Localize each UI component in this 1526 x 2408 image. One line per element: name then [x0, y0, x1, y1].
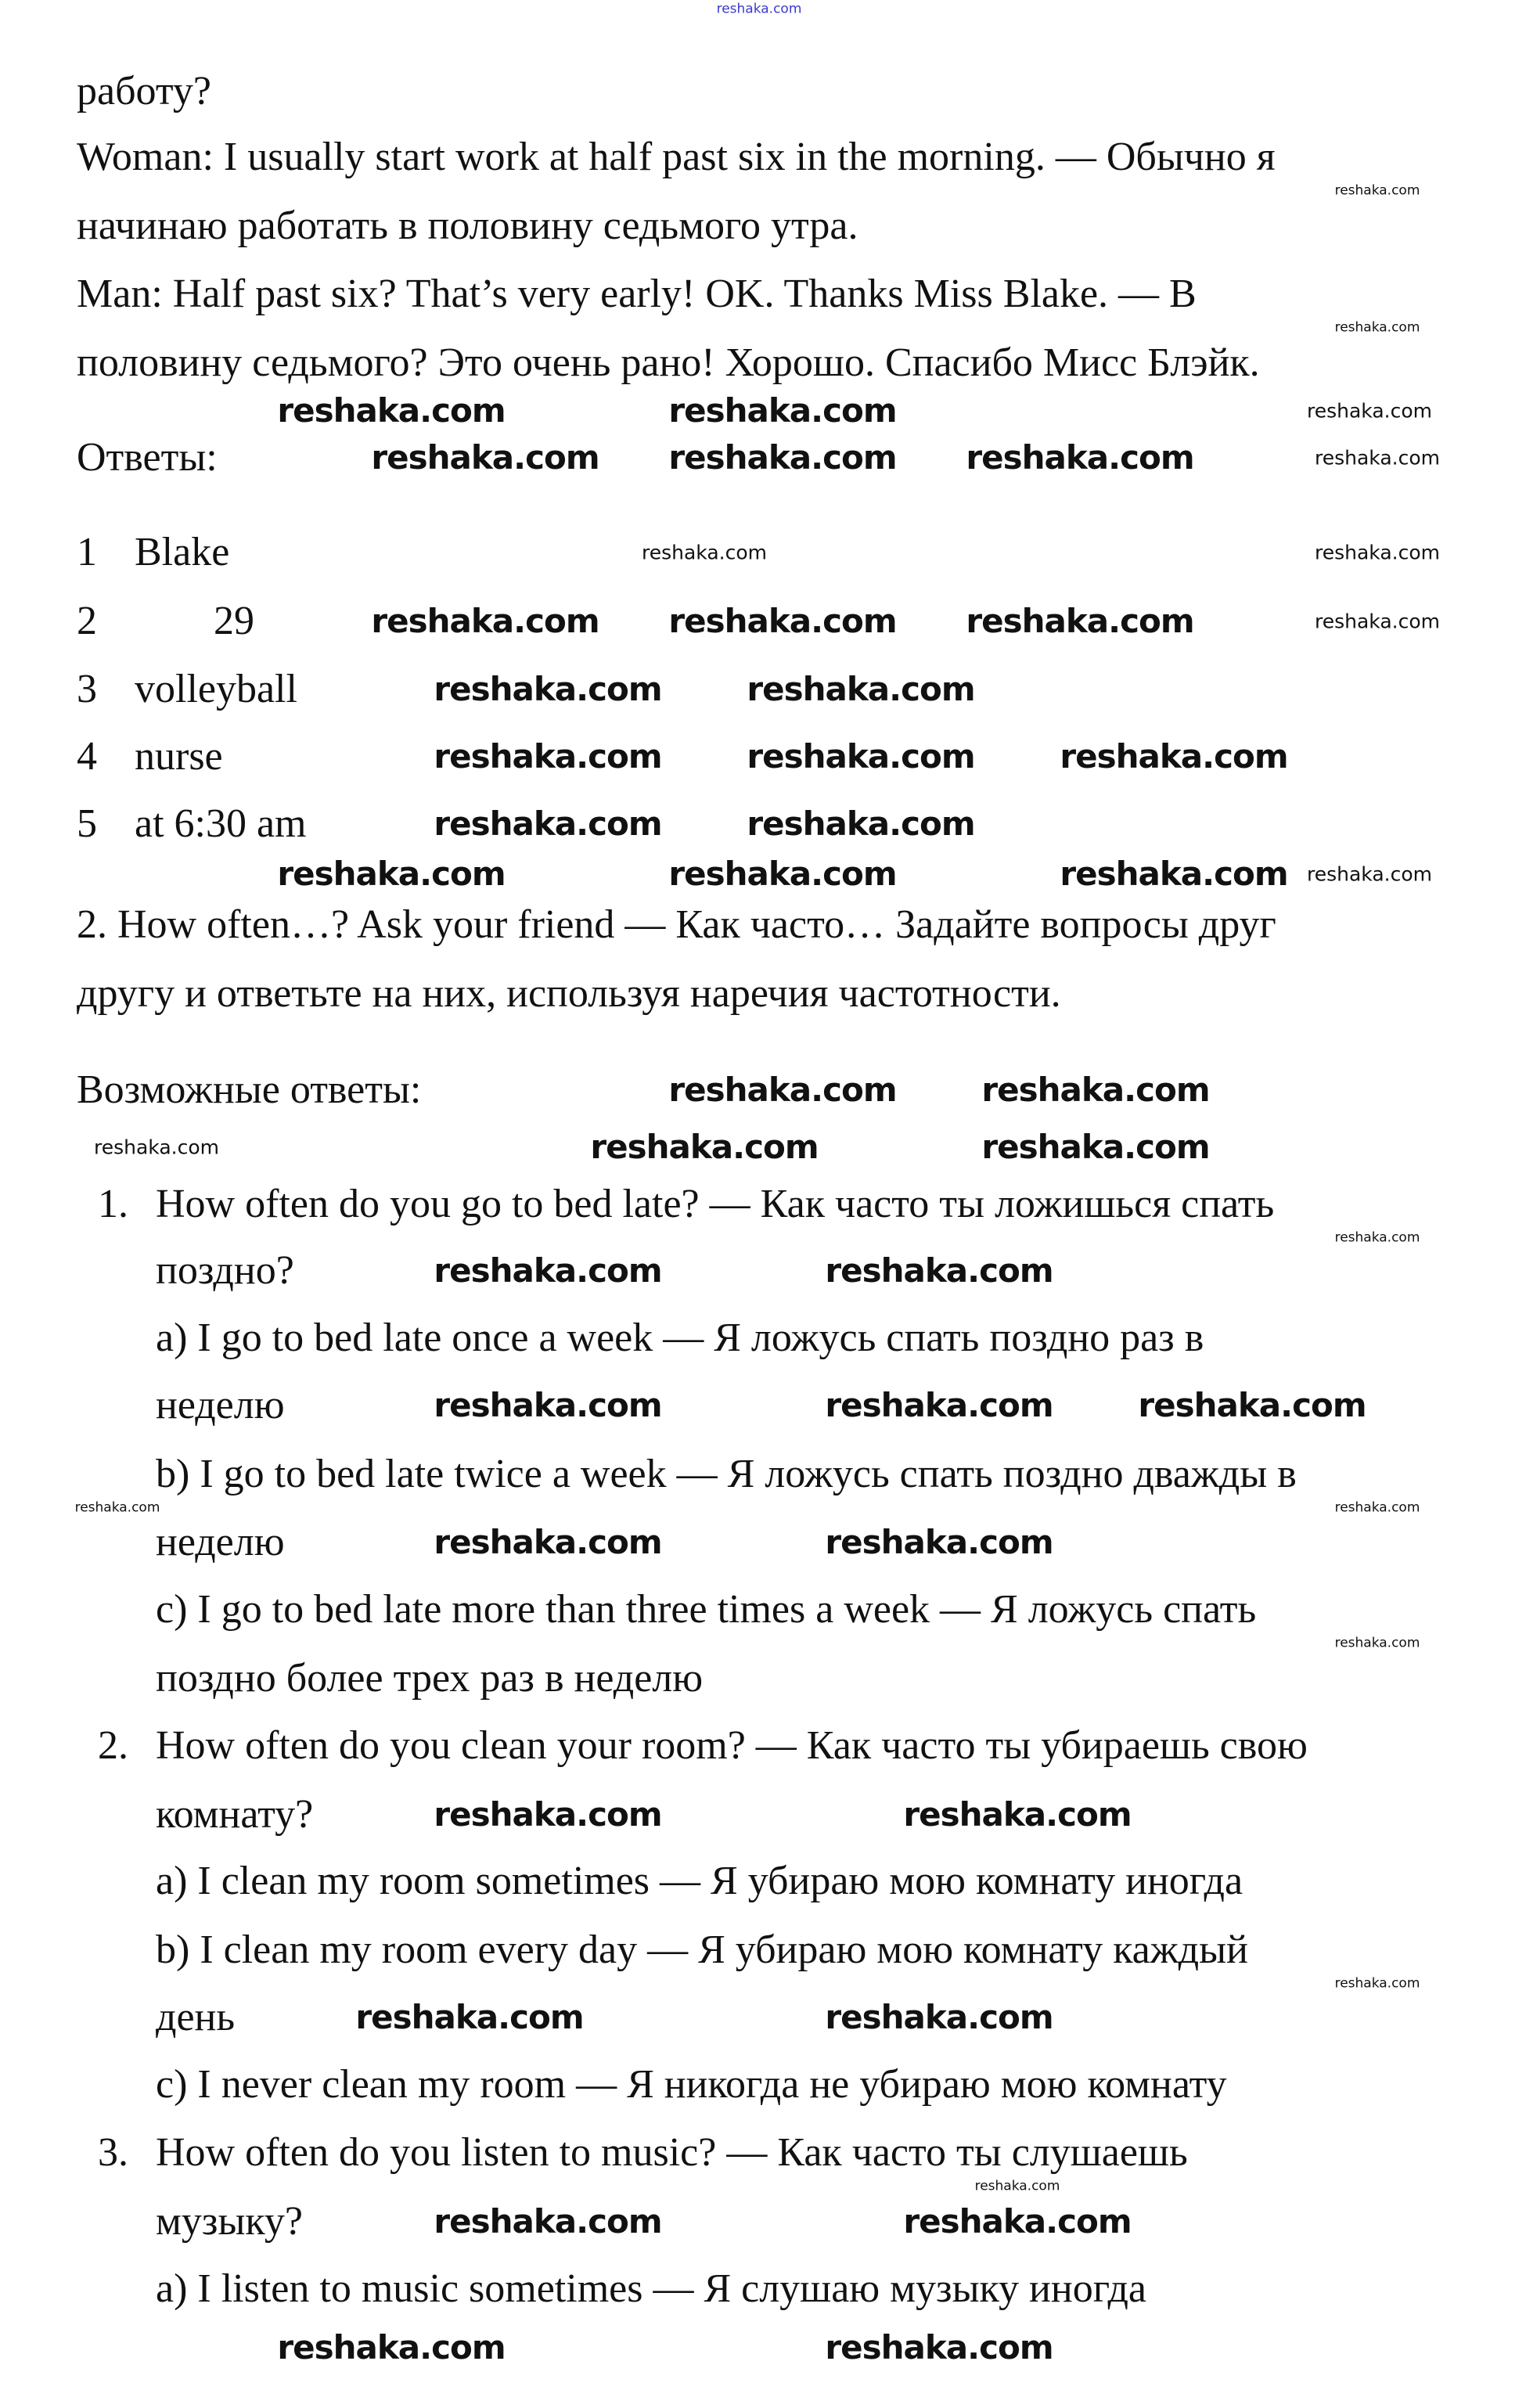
dialogue-line: Woman: I usually start work at half past six in the morning. — Обычно я	[77, 135, 1276, 179]
answer-number: 3	[77, 667, 97, 711]
answer-text: nurse	[135, 734, 223, 779]
watermark: reshaka.com	[434, 737, 662, 776]
task-heading: другу и ответьте на них, используя наречия частотности.	[77, 971, 1061, 1016]
question-text: How often do you go to bed late? — Как часто ты ложишься спать	[156, 1182, 1275, 1226]
answer-option: b) I clean my room every day — Я убираю мою комнату каждый	[156, 1927, 1248, 1972]
task-heading: 2. How often…? Ask your friend — Как часто… Задайте вопросы друг	[77, 902, 1276, 947]
watermark: reshaka.com	[747, 804, 975, 843]
answer-number: 5	[77, 801, 97, 846]
watermark: reshaka.com	[1334, 1499, 1420, 1516]
watermark: reshaka.com	[668, 438, 897, 477]
question-number: 1.	[98, 1182, 128, 1226]
watermark: reshaka.com	[277, 855, 506, 893]
watermark: reshaka.com	[1307, 399, 1432, 423]
answer-option: a) I go to bed late once a week — Я ложусь спать поздно раз в	[156, 1316, 1204, 1360]
watermark: reshaka.com	[434, 670, 662, 708]
watermark: reshaka.com	[1315, 541, 1440, 564]
dialogue-line: работу?	[77, 69, 211, 113]
watermark: reshaka.com	[966, 438, 1194, 477]
watermark: reshaka.com	[371, 438, 599, 477]
answer-number: 4	[77, 734, 97, 779]
question-text: поздно?	[156, 1248, 294, 1293]
watermark: reshaka.com	[642, 541, 767, 564]
watermark: reshaka.com	[903, 2202, 1132, 2241]
watermark: reshaka.com	[434, 1251, 662, 1290]
possible-answers-heading: Возможные ответы:	[77, 1067, 422, 1112]
watermark: reshaka.com	[825, 2328, 1053, 2367]
answer-option: неделю	[156, 1520, 285, 1564]
watermark: reshaka.com	[1138, 1386, 1366, 1424]
dialogue-line: Man: Half past six? That’s very early! OK. Thanks Miss Blake. — В	[77, 272, 1197, 316]
answer-text: Blake	[135, 530, 230, 574]
watermark: reshaka.com	[434, 804, 662, 843]
question-text: комнату?	[156, 1792, 314, 1837]
watermark: reshaka.com	[966, 602, 1194, 640]
watermark: reshaka.com	[1334, 182, 1420, 199]
answers-heading: Ответы:	[77, 435, 218, 480]
dialogue-line: половину седьмого? Это очень рано! Хорошо. Спасибо Мисс Блэйк.	[77, 340, 1260, 385]
watermark: reshaka.com	[747, 737, 975, 776]
watermark: reshaka.com	[1334, 1229, 1420, 1246]
answer-option: a) I listen to music sometimes — Я слушаю музыку иногда	[156, 2266, 1146, 2311]
question-number: 2.	[98, 1723, 128, 1768]
question-text: How often do you listen to music? — Как часто ты слушаешь	[156, 2130, 1188, 2175]
question-text: музыку?	[156, 2199, 303, 2244]
watermark: reshaka.com	[371, 602, 599, 640]
answer-option: b) I go to bed late twice a week — Я ложусь спать поздно дважды в	[156, 1452, 1297, 1496]
watermark: reshaka.com	[981, 1071, 1210, 1109]
watermark: reshaka.com	[590, 1128, 819, 1166]
watermark: reshaka.com	[355, 1998, 584, 2036]
answer-option: поздно более трех раз в неделю	[156, 1656, 704, 1701]
answer-option: c) I go to bed late more than three times a week — Я ложусь спать	[156, 1587, 1257, 1632]
watermark: reshaka.com	[1334, 1635, 1420, 1651]
watermark: reshaka.com	[1334, 319, 1420, 336]
answer-option: день	[156, 1995, 236, 2039]
watermark: reshaka.com	[1060, 855, 1288, 893]
watermark: reshaka.com	[434, 1386, 662, 1424]
watermark: reshaka.com	[434, 2202, 662, 2241]
answer-text: volleyball	[135, 667, 297, 711]
watermark: reshaka.com	[668, 1071, 897, 1109]
watermark: reshaka.com	[1315, 446, 1440, 470]
watermark: reshaka.com	[716, 1, 802, 17]
answer-text: 29	[214, 599, 254, 643]
dialogue-line: начинаю работать в половину седьмого утра.	[77, 203, 858, 248]
answer-option: a) I clean my room sometimes — Я убираю мою комнату иногда	[156, 1859, 1243, 1903]
question-number: 3.	[98, 2130, 128, 2175]
watermark: reshaka.com	[668, 602, 897, 640]
answer-option: c) I never clean my room — Я никогда не убираю мою комнату	[156, 2062, 1227, 2107]
watermark: reshaka.com	[277, 391, 506, 430]
watermark: reshaka.com	[668, 855, 897, 893]
question-text: How often do you clean your room? — Как часто ты убираешь свою	[156, 1723, 1308, 1768]
watermark: reshaka.com	[1315, 610, 1440, 633]
watermark: reshaka.com	[825, 1998, 1053, 2036]
answer-number: 1	[77, 530, 97, 574]
watermark: reshaka.com	[668, 391, 897, 430]
watermark: reshaka.com	[1307, 862, 1432, 886]
watermark: reshaka.com	[94, 1136, 219, 1159]
watermark: reshaka.com	[825, 1523, 1053, 1561]
watermark: reshaka.com	[277, 2328, 506, 2367]
answer-option: неделю	[156, 1383, 285, 1427]
watermark: reshaka.com	[825, 1251, 1053, 1290]
watermark: reshaka.com	[825, 1386, 1053, 1424]
watermark: reshaka.com	[74, 1499, 160, 1516]
answer-text: at 6:30 am	[135, 801, 307, 846]
watermark: reshaka.com	[974, 2178, 1060, 2194]
watermark: reshaka.com	[981, 1128, 1210, 1166]
watermark: reshaka.com	[434, 1795, 662, 1834]
watermark: reshaka.com	[1334, 1975, 1420, 1992]
watermark: reshaka.com	[903, 1795, 1132, 1834]
watermark: reshaka.com	[747, 670, 975, 708]
watermark: reshaka.com	[434, 1523, 662, 1561]
answer-number: 2	[77, 599, 97, 643]
watermark: reshaka.com	[1060, 737, 1288, 776]
